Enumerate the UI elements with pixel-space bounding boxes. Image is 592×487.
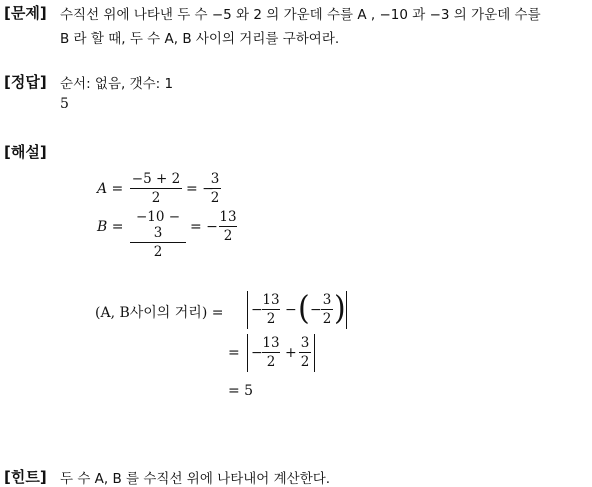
eq-a-result-den: 2 [210, 190, 220, 206]
paren-open: ( [298, 289, 310, 328]
abs-bar-left-2 [247, 334, 248, 372]
dist2-num2: 3 [300, 335, 310, 351]
dist1-operator: − [285, 302, 297, 318]
dist2-fraction-2 [299, 335, 311, 370]
eq-b-lhs: B = [97, 219, 124, 235]
eq-a-equals: = − [186, 181, 214, 197]
dist2-fraction [262, 335, 280, 370]
answer-value: 5 [60, 96, 69, 112]
problem-text-line1: 수직선 위에 나타낸 두 수 −5 와 2 의 가운데 수를 A , −10 과 −3 의 가운데 수를 [60, 7, 541, 23]
problem-text-line2: B 라 할 때, 두 수 A, B 사이의 거리를 구하여라. [60, 31, 340, 47]
eq-a-numerator: −5 + 2 [131, 171, 181, 187]
abs-bar-right-2 [314, 334, 315, 372]
eq-b-equals: = − [190, 219, 218, 235]
dist2-den2: 2 [300, 354, 310, 370]
hint-label: [힌트] [4, 468, 47, 486]
problem-label: [문제] [4, 4, 47, 22]
eq-a-fraction [130, 171, 182, 206]
answer-meta: 순서: 없음, 갯수: 1 [60, 76, 174, 92]
eq-a-result-fraction [209, 171, 221, 206]
dist2-operator: + [285, 345, 297, 361]
dist2-minus: − [251, 345, 263, 361]
dist1-inner-num: 3 [322, 292, 332, 308]
dist1-inner-minus: − [310, 302, 322, 318]
answer-label: [정답] [4, 73, 47, 91]
eq-b-numerator: −10 − 3 [135, 209, 181, 241]
eq-b-result-den: 2 [223, 228, 233, 244]
dist1-den: 2 [266, 311, 276, 327]
dist1-inner-den: 2 [322, 311, 332, 327]
dist2-num: 13 [262, 335, 280, 351]
eq-b-denominator: 2 [153, 244, 163, 260]
dist1-fraction [262, 292, 280, 327]
dist1-minus: − [251, 302, 263, 318]
eq-a-denominator: 2 [151, 190, 161, 206]
eq-a-lhs: A = [97, 181, 124, 197]
paren-close: ) [334, 289, 346, 328]
eq-b-fraction [130, 209, 186, 260]
dist1-num: 13 [262, 292, 280, 308]
dist1-inner-fraction [321, 292, 333, 327]
hint-text: 두 수 A, B 를 수직선 위에 나타내어 계산한다. [60, 471, 331, 487]
abs-bar-left-1 [247, 291, 248, 329]
dist-lhs: (A, B사이의 거리) = [95, 305, 224, 321]
eq-a-result-num: 3 [210, 171, 220, 187]
solution-label: [해설] [4, 143, 47, 161]
eq-b-result-fraction [219, 209, 237, 244]
dist2-equals: = [228, 345, 240, 361]
eq-b-result-num: 13 [219, 209, 237, 225]
dist2-den: 2 [266, 354, 276, 370]
abs-bar-right-1 [346, 291, 347, 329]
dist3-result: = 5 [228, 383, 254, 399]
